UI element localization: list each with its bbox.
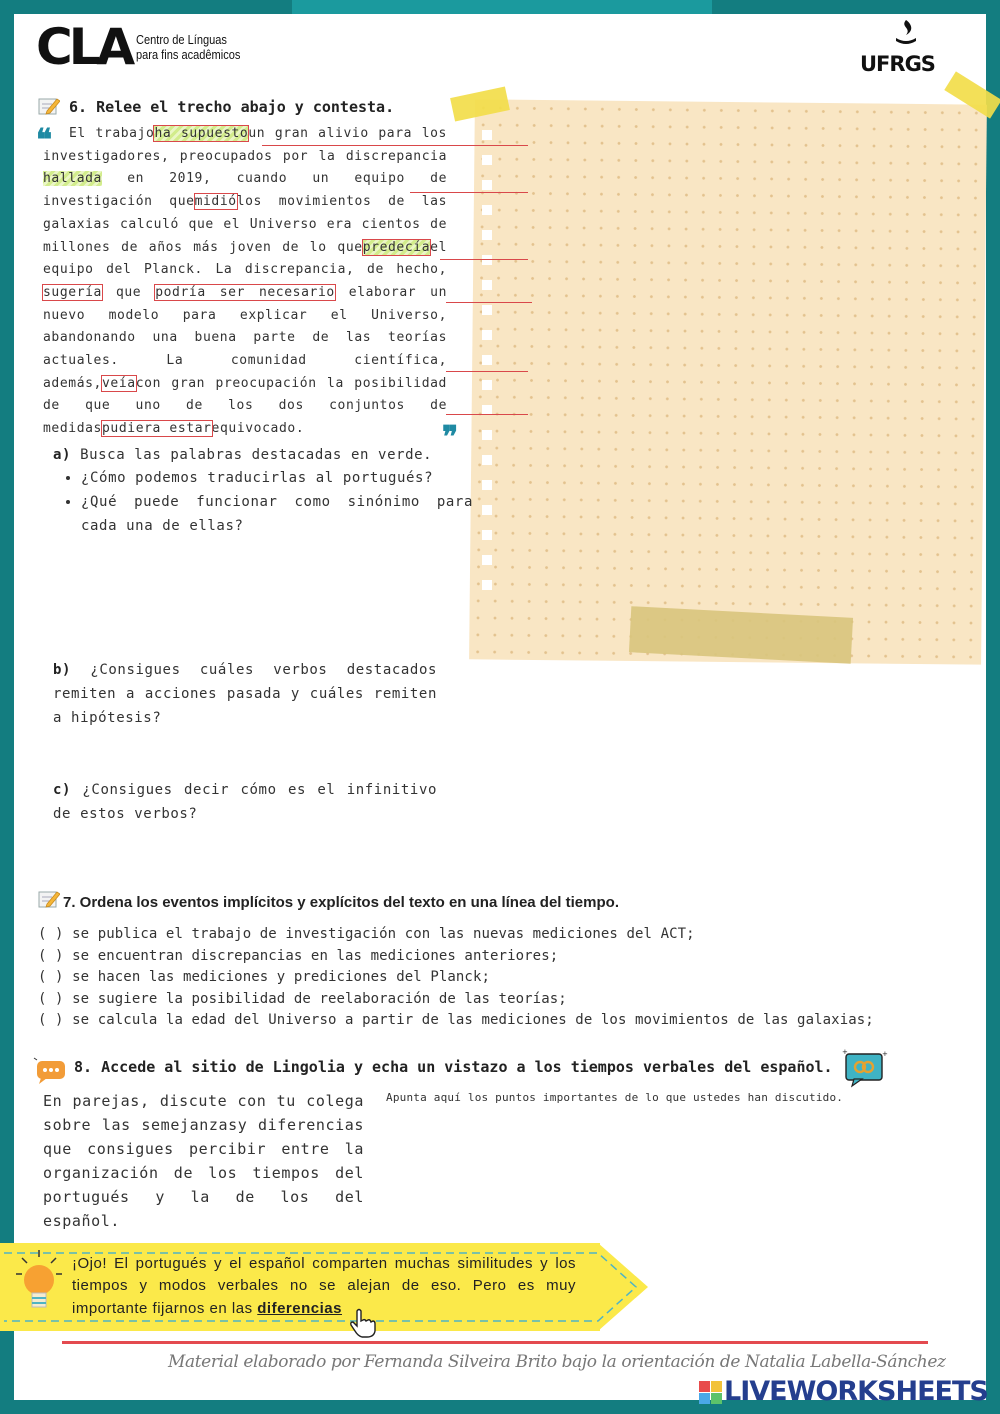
highlight-green-word: hallada — [43, 171, 102, 187]
footer-divider — [62, 1341, 928, 1344]
cla-line-1: Centro de Línguas — [136, 32, 227, 47]
highlight-green-word: predecía — [362, 239, 431, 255]
boxed-verb: veía — [102, 375, 136, 391]
list-item: • ¿Cómo podemos traducirlas al portugués? — [81, 466, 473, 490]
footer-credit: Material elaborado por Fernanda Silveira Brito bajo la orientación de Natalia Labella-Sánchez — [168, 1352, 946, 1372]
notepad-hole — [482, 355, 492, 365]
question-a — [53, 443, 437, 467]
notepad-hole — [482, 155, 492, 165]
notepad-hole — [482, 180, 492, 190]
question-b-text: ¿Consigues cuáles verbos destacados remiten a acciones pasada y cuáles remiten a hipótesis? — [53, 662, 438, 726]
boxed-verb: sugería — [43, 284, 102, 300]
question-c — [53, 778, 437, 826]
connector-arrow — [446, 371, 528, 372]
passage-text: el equipo del Planck. La discrepancia, de hecho, — [43, 239, 447, 278]
top-frame-strip — [292, 0, 712, 14]
svg-text:+: + — [842, 1048, 848, 1056]
passage-text: con gran preocupación la posibilidad de que uno de los dos conjuntos de medidas — [43, 375, 447, 437]
notepad-hole — [482, 280, 492, 290]
notepad-hole — [482, 380, 492, 390]
ufrgs-flame-icon — [892, 18, 920, 48]
boxed-verb: midió — [194, 194, 237, 210]
exercise-7-title: 7. Ordena los eventos implícitos y explícitos del texto en una línea del tiempo. — [63, 894, 619, 911]
passage-text: en 2019, cuando un equipo de investigación que — [43, 171, 447, 210]
close-quote-icon: ❞ — [442, 420, 459, 455]
notepad-hole — [482, 305, 492, 315]
connector-arrow — [446, 302, 532, 303]
question-a-text: Busca las palabras destacadas en verde. — [80, 447, 433, 463]
boxed-verb: podría ser necesario — [155, 284, 335, 300]
question-b — [53, 658, 437, 730]
chat-bubble-icon — [33, 1056, 67, 1084]
notepad-hole — [482, 530, 492, 540]
notepad-answer-area[interactable] — [469, 99, 987, 664]
ufrgs-logo: UFRGS — [860, 52, 935, 76]
passage-text: que — [102, 284, 156, 300]
notepad-hole — [482, 480, 492, 490]
pencil-icon — [38, 889, 60, 909]
connector-arrow — [262, 145, 528, 146]
lightbulb-icon — [14, 1248, 64, 1322]
connector-arrow — [446, 414, 528, 415]
exercise-8-title: 8. Accede al sitio de Lingolia y echa un vistazo a los tiempos verbales del español. — [74, 1058, 833, 1076]
timeline-item[interactable]: ( ) se calcula la edad del Universo a partir de las mediciones de los movimientos de las galaxias; — [38, 1012, 874, 1029]
cla-line-2: para fins acadêmicos — [136, 47, 241, 62]
question-a-label: a) — [53, 447, 72, 463]
cla-logo-text — [136, 32, 240, 62]
notepad-hole — [482, 505, 492, 515]
connector-arrow — [410, 192, 528, 193]
notepad-hole — [482, 205, 492, 215]
question-a-bullets — [45, 466, 473, 538]
boxed-verb: pudiera estar — [102, 421, 212, 437]
passage-text: elaborar un nuevo modelo para explicar el Universo, abandonando una buena parte de las teorías actuales. La comunidad científica, además, — [43, 284, 447, 391]
pencil-icon — [38, 96, 60, 116]
list-item: • ¿Qué puede funcionar como sinónimo para cada una de ellas? — [81, 490, 473, 538]
passage-text: El trabajo — [69, 126, 155, 141]
hand-pointer-icon — [348, 1307, 378, 1339]
exercise-8-instructions: En parejas, discute con tu colega sobre las semejanzasy diferencias que consigues percibir entre la organización de los tiempos del portugués y la de los del español. — [43, 1092, 364, 1230]
notepad-hole — [482, 580, 492, 590]
notepad-hole — [482, 455, 492, 465]
link-icon[interactable] — [840, 1048, 888, 1088]
passage-text: los movimientos de las galaxias calculó que el Universo era cientos de millones de años más joven de lo que — [43, 194, 447, 255]
question-c-label: c) — [53, 782, 72, 798]
open-quote-icon: ❝ — [36, 123, 53, 158]
notepad-hole — [482, 330, 492, 340]
passage-text: equivocado. — [211, 421, 305, 437]
diferencias-link[interactable]: diferencias — [257, 1299, 342, 1317]
notes-answer-field[interactable]: Apunta aquí los puntos importantes de lo que ustedes han discutido. — [386, 1091, 844, 1104]
question-b-label: b) — [53, 662, 72, 678]
highlight-green-word: ha supuesto — [154, 126, 249, 141]
tip-text — [72, 1253, 576, 1320]
svg-text:+: + — [882, 1050, 888, 1058]
notepad-hole — [482, 130, 492, 140]
notepad-hole — [482, 255, 492, 265]
timeline-list — [38, 924, 874, 1032]
liveworksheets-brand[interactable]: LIVEWORKSHEETS — [724, 1376, 988, 1407]
connector-arrow — [440, 259, 528, 260]
tip-text-body: ¡Ojo! El portugués y el español comparten muchas similitudes y los tiempos y modos verbales no se alejan de eso. Pero es muy importante fijarnos en las — [72, 1255, 576, 1317]
cla-logo: CLA — [36, 18, 132, 76]
exercise-6-title: 6. Relee el trecho abajo y contesta. — [69, 98, 395, 116]
timeline-item[interactable]: ( ) se sugiere la posibilidad de reelaboración de las teorías; — [38, 990, 567, 1007]
timeline-item[interactable]: ( ) se hacen las mediciones y prediciones del Planck; — [38, 969, 491, 986]
liveworksheets-logo-icon — [699, 1381, 723, 1405]
notepad-hole — [482, 555, 492, 565]
question-c-text: ¿Consigues decir cómo es el infinitivo de estos verbos? — [53, 782, 438, 822]
reading-passage — [43, 123, 447, 441]
notepad-hole — [482, 430, 492, 440]
notepad-hole — [482, 230, 492, 240]
passage-text: un gran alivio para los investigadores, preocupados por la discrepancia — [43, 126, 447, 164]
timeline-item[interactable]: ( ) se encuentran discrepancias en las mediciones anteriores; — [38, 947, 559, 964]
timeline-item[interactable]: ( ) se publica el trabajo de investigación con las nuevas mediciones del ACT; — [38, 926, 695, 942]
